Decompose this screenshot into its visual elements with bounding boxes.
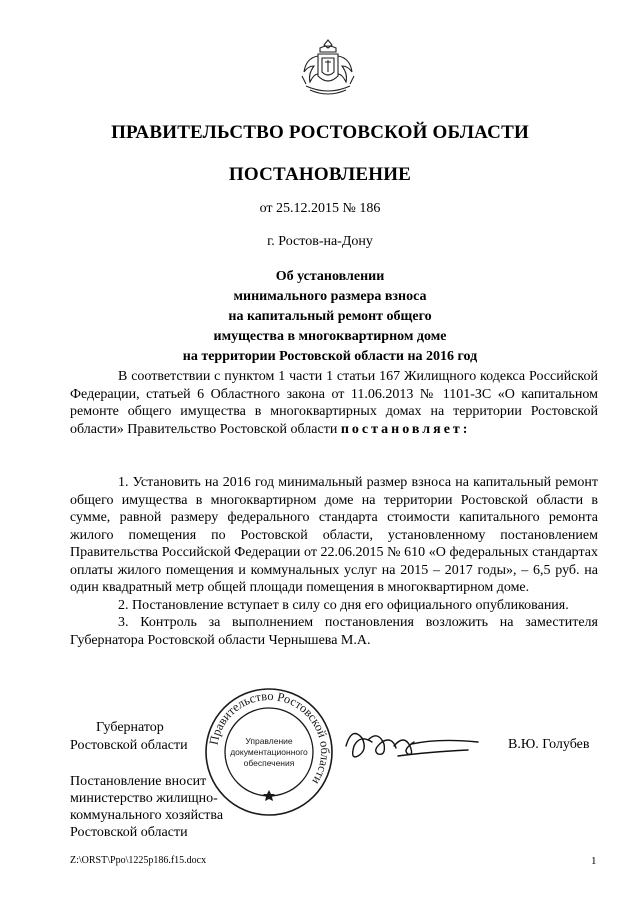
footer-file-path: Z:\ORST\Ppo\1225p186.f15.docx [70,855,207,866]
stamp-center-line: Управление [245,736,293,746]
signatory-name: В.Ю. Голубев [508,737,590,752]
document-city: г. Ростов-на-Дону [267,234,373,249]
note-line: министерство жилищно- [70,791,218,806]
document-date-number: от 25.12.2015 № 186 [259,201,381,216]
coat-of-arms-icon [296,36,360,100]
stamp-center-line: документационного [230,747,308,757]
subject-line: минимального размера взноса [233,289,427,304]
position-line: Губернатор [96,720,164,735]
resolution-item: 1. Установить на 2016 год минимальный размер взноса на капитальный ремонт общего имущества в многоквартирном доме на территории Ростовской области в сумме, равной размеру федерального стандарта стоимости капитального ремонта жилого помещения по Ростовской области, установленному постановлением Правительства Российской Федерации от 22.06.2015 № 610 «О федеральных стандартах оплаты жилого помещения и коммунальных услуг на 2015 – 2017 годы», – 6,5 руб. на один квадратный метр общей площади помещения в многоквартирном доме. [70,475,598,595]
note-line: Постановление вносит [70,774,207,789]
note-line: Ростовской области [70,825,188,840]
resolution-item: 3. Контроль за выполнением постановления возложить на заместителя Губернатора Ростовской области Чернышева М.А. [70,615,598,648]
subject-line: на территории Ростовской области на 2016 год [182,349,478,364]
stamp-ring-text: Правительство Ростовской области [206,688,333,788]
organization-title: ПРАВИТЕЛЬСТВО РОСТОВСКОЙ ОБЛАСТИ [111,122,529,143]
position-line: Ростовской области [70,738,188,753]
document-subject [120,267,540,367]
subject-line: Об установлении [275,269,385,284]
submission-note [70,773,290,841]
subject-line: на капитальный ремонт общего [228,309,432,324]
handwritten-signature [338,716,488,770]
document-type: ПОСТАНОВЛЕНИЕ [228,164,412,185]
resolves-word: постановляет: [340,421,471,437]
stamp-center-line: обеспечения [243,758,295,768]
page-number: 1 [591,855,597,867]
resolution-items [70,474,598,649]
subject-line: имущества в многоквартирном доме [213,329,447,344]
note-line: коммунального хозяйства [70,808,224,823]
resolution-item: 2. Постановление вступает в силу со дня его официального опубликования. [118,597,569,613]
preamble-text: В соответствии с пунктом 1 части 1 статьи 167 Жилищного кодекса Российской Федерации, статьей 6 Областного закона от 11.06.2013 № 1101-ЗС «О капитальном ремонте общего имущества в многоквартирных домах на территории Ростовской области» Правительство Ростовской области [70,369,598,437]
preamble-paragraph [70,368,598,438]
